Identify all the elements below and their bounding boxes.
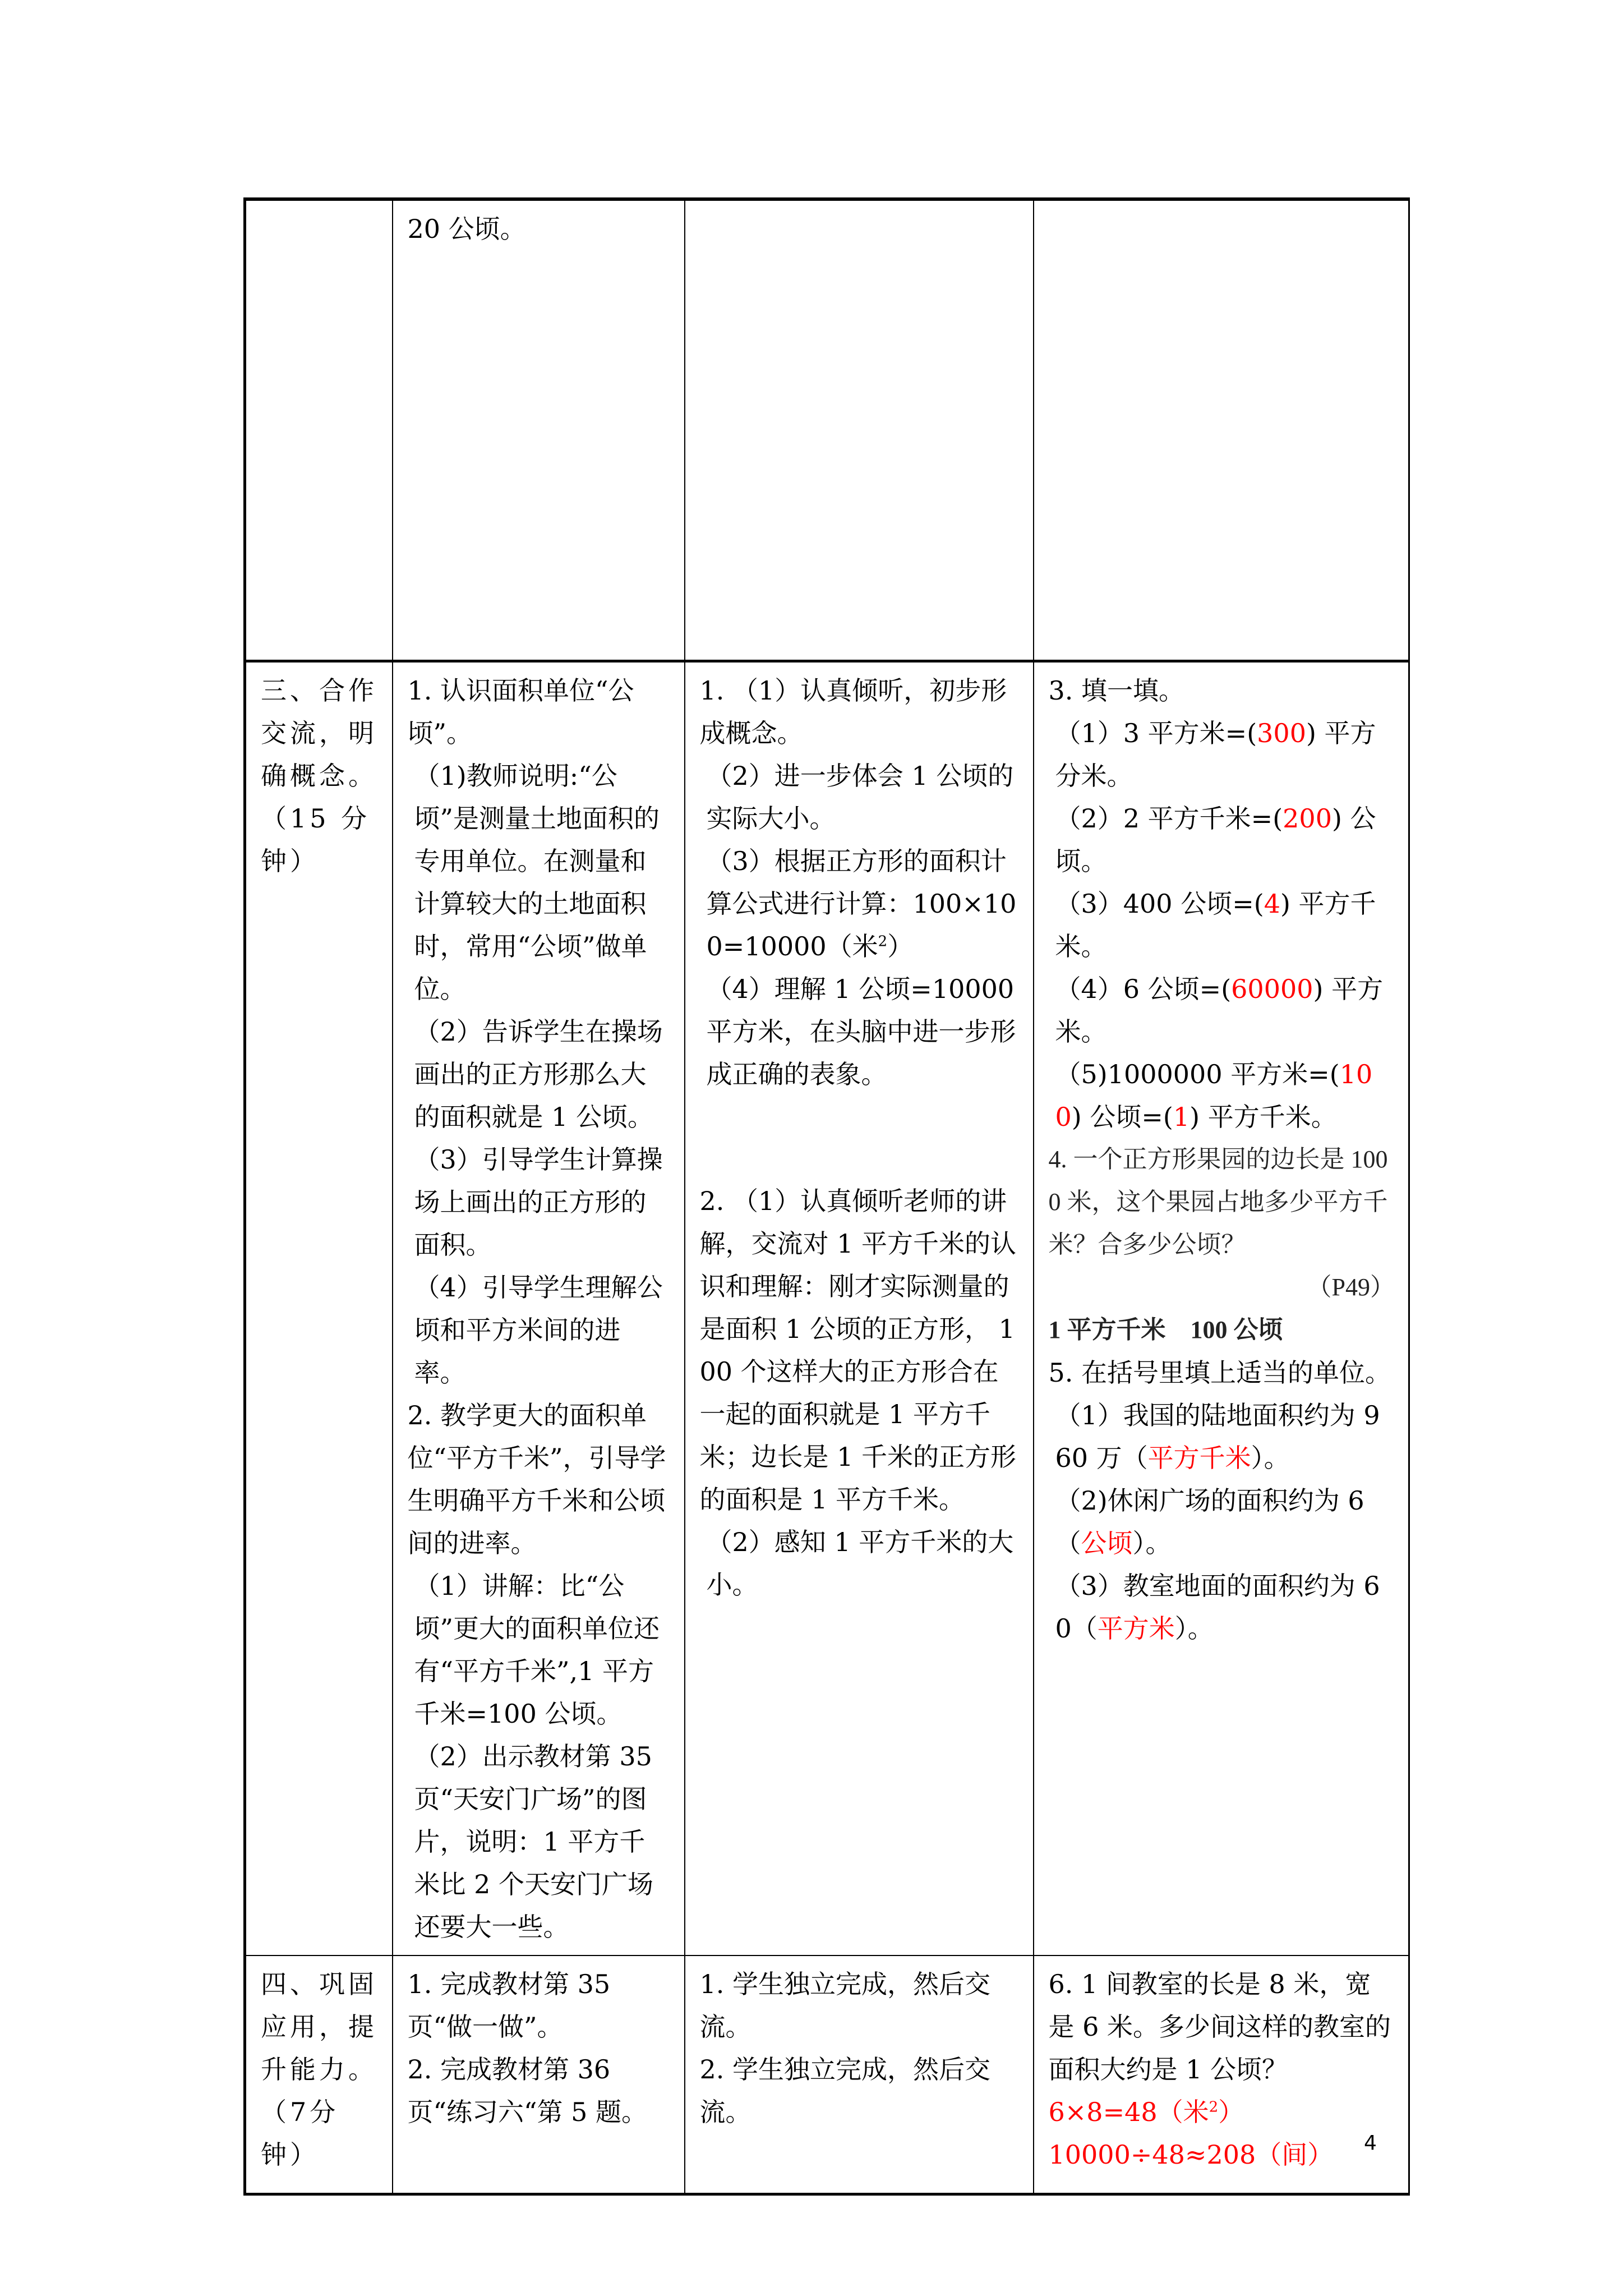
stage-cell [245, 199, 393, 661]
fill-unit-item: （1）我国的陆地面积约为 960 万（平方千米）。 [1055, 1400, 1380, 1473]
fill-unit-item: （3）教室地面的面积约为 60（平方米）。 [1055, 1570, 1380, 1644]
teacher-activity-text: 2. 教学更大的面积单位“平方千米”，引导学生明确平方千米和公顷间的进率。 [407, 1400, 666, 1558]
answer-text: 平方米 [1097, 1613, 1175, 1644]
exercise-cell [1034, 1955, 1409, 2194]
answer-text: 平方千米 [1147, 1442, 1251, 1473]
student-activity-text: 1. 学生独立完成，然后交流。 [699, 1968, 991, 2042]
teacher-activity-text: （2）告诉学生在操场画出的正方形那么大的面积就是 1 公顷。 [414, 1016, 663, 1132]
answer-text: 6×8=48（米$^2$） [1048, 2096, 1244, 2127]
student-activity-text: 2. 学生独立完成，然后交流。 [699, 2054, 991, 2127]
teacher-activity-text: （2）出示教材第 35 页“天安门广场”的图片，说明：1 平方千米比 2 个天安门广场还要大一些。 [414, 1741, 654, 1942]
student-activity-text: （4）理解 1 公顷=10000 平方米，在头脑中进一步形成正确的表象。 [706, 973, 1016, 1089]
teacher-activity-text: 1. 认识面积单位“公顷”。 [407, 675, 634, 748]
student-activity-text: 2. （1）认真倾听老师的讲解，交流对 1 平方千米的认识和理解：刚才实际测量的是面积 1 公顷的正方形， 100 个这样大的正方形合在一起的面积就是 1 平方千米；边长是 1 千米的正方形的面积是 1 平方千米。 [699, 1185, 1017, 1515]
answer-text: 1 [1173, 1101, 1190, 1132]
page-number: 4 [1364, 2132, 1377, 2155]
answer-text: 300 [1257, 717, 1306, 748]
stage-text: 四、巩固应用，提升能力。（7分钟） [261, 1968, 377, 2170]
student-activity-text: （2）进一步体会 1 公顷的实际大小。 [706, 760, 1014, 834]
teacher-activity-cell [393, 661, 685, 1955]
teacher-activity-text: 2. 完成教材第 36 页“练习六“第 5 题。 [407, 2054, 648, 2127]
exercise-cell [1034, 661, 1409, 1955]
answer-text: 60000 [1231, 973, 1313, 1004]
page-reference: （P49） [1307, 1273, 1395, 1301]
scanned-question-text: 4. 一个正方形果园的边长是 1000 米，这个果园占地多少平方千米？合多少公顷？ [1048, 1145, 1388, 1258]
teacher-activity-text: （1）讲解：比“公顷”更大的面积单位还有“平方千米”,1 平方千米=100 公顷。 [414, 1570, 660, 1729]
teacher-activity-text: （4）引导学生理解公顷和平方米间的进率。 [414, 1272, 663, 1388]
answer-text: 100 [1055, 1059, 1373, 1132]
student-activity-text: （2）感知 1 平方千米的大小。 [706, 1526, 1014, 1600]
answer-text: 200 [1283, 803, 1332, 834]
table-row [245, 1955, 1409, 2194]
fill-blank-item: （3）400 公顷=(4) 平方千米。 [1055, 888, 1376, 961]
fill-blank-item: （5)1000000 平方米=(100) 公顷=(1) 平方千米。 [1055, 1059, 1373, 1132]
teacher-activity-text: 1. 完成教材第 35 页“做一做”。 [407, 1968, 611, 2042]
student-activity-text: 1. （1）认真倾听，初步形成概念。 [699, 675, 1007, 748]
exercise-question: 6. 1 间教室的长是 8 米，宽是 6 米。多少间这样的教室的面积大约是 1 公顷？ [1048, 1968, 1391, 2085]
lesson-plan-table [243, 197, 1410, 2196]
exercise-title: 5. 在括号里填上适当的单位。 [1048, 1357, 1391, 1388]
student-activity-text: （3）根据正方形的面积计算公式进行计算：100×100=10000（米$^2$） [706, 845, 1017, 961]
teacher-activity-text: （1)教师说明:“公顷”是测量土地面积的专用单位。在测量和计算较大的土地面积时，常用“公顷”做单位。 [414, 760, 660, 1004]
student-activity-cell [685, 1955, 1034, 2194]
exercise-title: 3. 填一填。 [1048, 675, 1185, 706]
scanned-answer-text: 1 平方千米 100 公顷 [1048, 1315, 1283, 1343]
fill-blank-item: （4）6 公顷=(60000) 平方米。 [1055, 973, 1384, 1047]
teacher-activity-cell [393, 199, 685, 661]
table-row [245, 199, 1409, 661]
fill-unit-item: （2)休闲广场的面积约为 6（公顷）。 [1055, 1485, 1364, 1558]
fill-blank-item: （2）2 平方千米=(200) 公顷。 [1055, 803, 1376, 876]
teacher-activity-cell [393, 1955, 685, 2194]
teacher-activity-text: （3）引导学生计算操场上画出的正方形的面积。 [414, 1144, 663, 1260]
answer-text: 10000÷48≈208（间） [1048, 2139, 1334, 2170]
teacher-activity-text: 20 公顷。 [407, 214, 526, 244]
student-activity-cell [685, 661, 1034, 1955]
stage-cell [245, 1955, 393, 2194]
answer-text: 公顷 [1081, 1527, 1133, 1558]
table-row [245, 661, 1409, 1955]
fill-blank-item: （1）3 平方米=(300) 平方分米。 [1055, 717, 1376, 791]
stage-cell [245, 661, 393, 1955]
stage-text: 三、合作交流，明确概念。（15 分钟） [261, 675, 377, 876]
answer-text: 4 [1264, 888, 1280, 919]
exercise-cell [1034, 199, 1409, 661]
student-activity-cell [685, 199, 1034, 661]
